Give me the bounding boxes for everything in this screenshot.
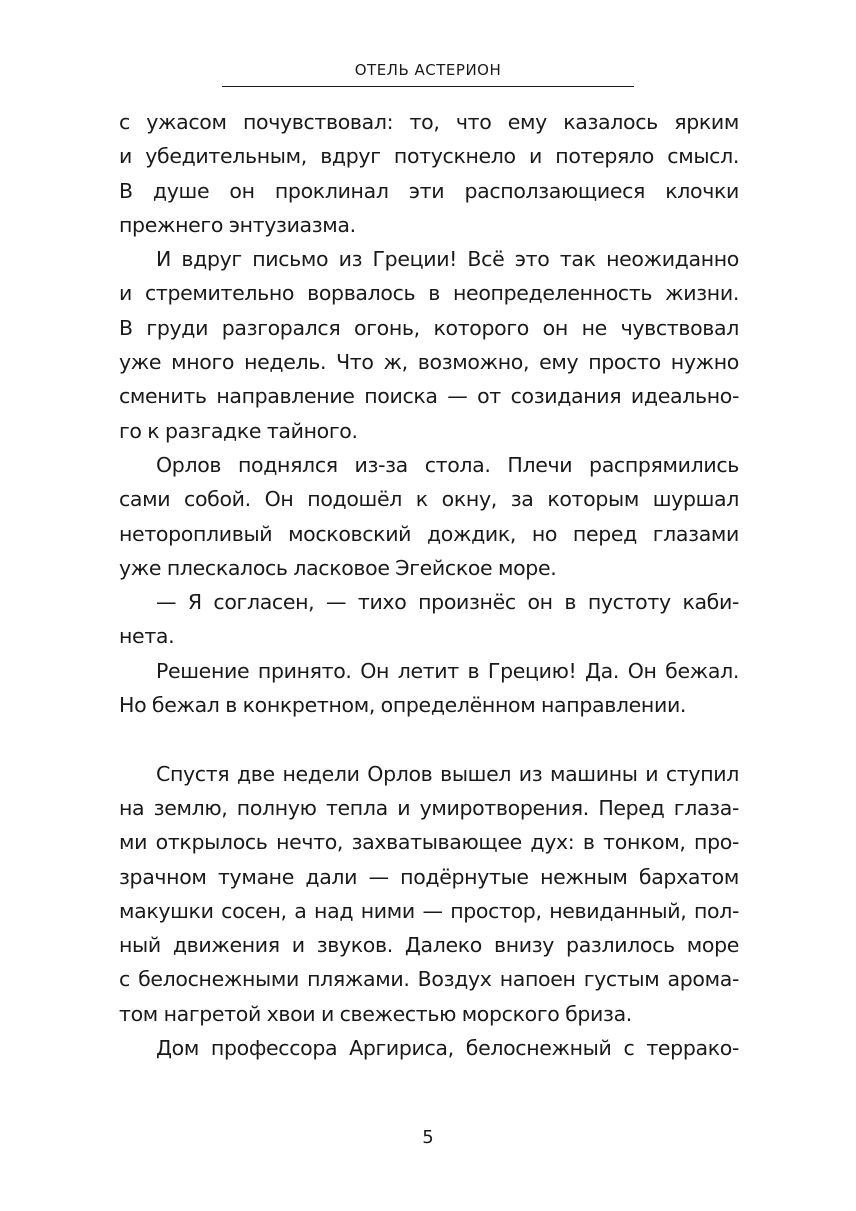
section-break [119,722,739,756]
text-line: и стремительно ворвалось в неопределенность жизни. [119,281,739,306]
text-line: том нагретой хвои и свежестью морского бриза. [119,1001,632,1026]
paragraph-first-line: Орлов поднялся из-за стола. Плечи распрямились [156,452,739,477]
text-line: зрачном тумане дали — подёрнутые нежным бархатом [119,864,739,889]
text-line: с ужасом почувствовал: то, что ему казалось ярким [119,110,739,134]
text-line: на землю, полную тепла и умиротворения. Перед глаза- [119,795,739,820]
text-line: и убедительным, вдруг потускнело и потеряло смысл. [119,144,739,169]
text-line: нета. [119,624,175,649]
body-text [119,105,739,1065]
text-line: с белоснежными пляжами. Воздух напоен густым арома- [119,967,739,992]
page-number: 5 [422,1127,434,1148]
paragraph-first-line: Спустя две недели Орлов вышел из машины и ступил [156,761,739,786]
paragraph-first-line: Дом профессора Аргириса, белоснежный с террако- [156,1036,739,1061]
text-line: го к разгадке тайного. [119,418,358,443]
text-line: В душе он проклинал эти расползающиеся клочки [119,178,739,203]
text-line: прежнего энтузиазма. [119,212,356,237]
running-header: ОТЕЛЬ АСТЕРИОН [222,60,634,87]
text-line: ми открылось нечто, захватывающее дух: в тонком, про- [119,830,739,855]
text-line: Но бежал в конкретном, определённом направлении. [119,693,687,718]
paragraph-first-line: Решение принято. Он летит в Грецию! Да. Он бежал. [156,658,739,683]
text-line: макушки сосен, а над ними — простор, невиданный, пол- [119,898,739,923]
paragraph-first-line: — Я согласен, — тихо произнёс он в пустоту каби- [156,590,739,615]
text-line: неторопливый московский дождик, но перед глазами [119,521,739,546]
text-line: сами собой. Он подошёл к окну, за которым шуршал [119,487,739,512]
text-line: В груди разгорался огонь, которого он не чувствовал [119,315,739,340]
text-line: ный движения и звуков. Далеко внизу разлилось море [119,933,739,958]
text-line: сменить направление поиска — от созидания идеально- [119,384,739,409]
text-line: уже много недель. Что ж, возможно, ему просто нужно [119,350,739,375]
text-line: уже плескалось ласковое Эгейское море. [119,555,557,580]
paragraph-first-line: И вдруг письмо из Греции! Всё это так неожиданно [156,247,739,272]
